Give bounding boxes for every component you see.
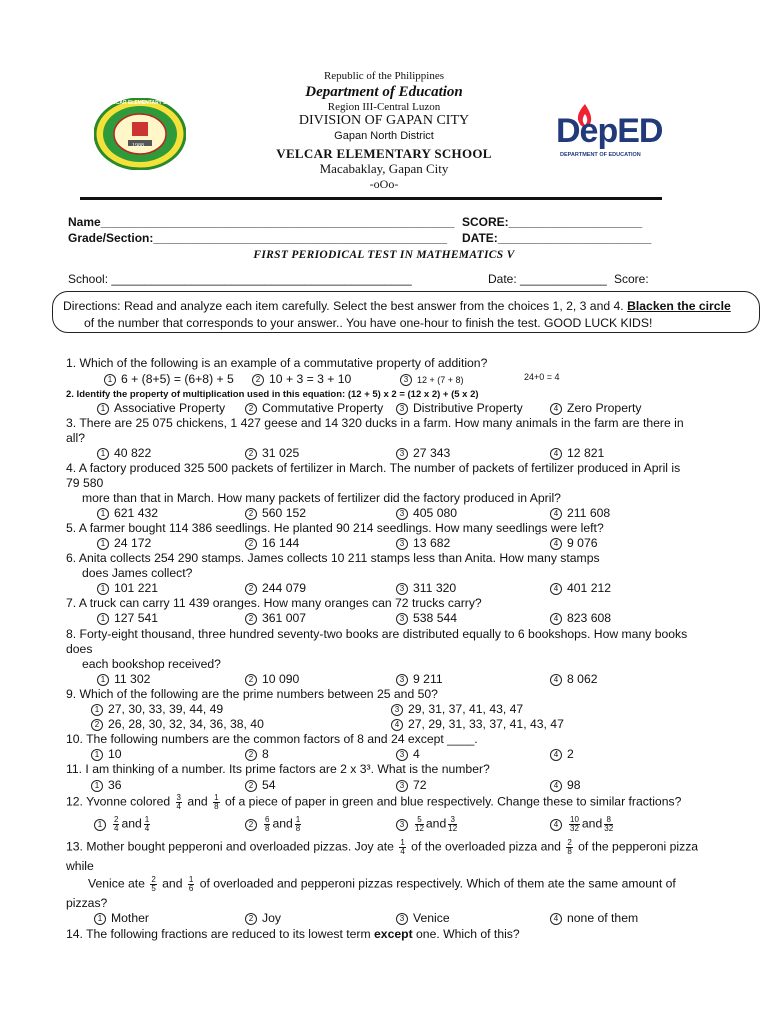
option-text: 26, 28, 30, 32, 34, 36, 38, 40	[108, 717, 264, 731]
circle-icon: 3	[396, 538, 408, 550]
grade-section-field[interactable]: Grade/Section:____________________________________________	[68, 231, 448, 245]
circle-icon: 3	[391, 704, 403, 716]
option-text: 10 090	[262, 672, 300, 686]
q9-option-2[interactable]	[91, 717, 264, 731]
option-text: 12 + (7 + 8)	[417, 375, 464, 385]
q2-option-1[interactable]	[97, 401, 225, 415]
q13-l3pre: Venice ate	[88, 876, 145, 891]
directions-line1	[63, 299, 731, 313]
question-7: 7. A truck can carry 11 439 oranges. How many oranges can 72 trucks carry?	[66, 596, 482, 610]
q9-option-1[interactable]	[91, 702, 223, 716]
q12-option-4[interactable]: 4 $\frac{10}{32}$ and $\frac{8}{32}$	[550, 816, 615, 833]
question-14	[66, 927, 520, 941]
circle-icon: 4	[550, 749, 562, 761]
question-6-cont: does James collect?	[82, 566, 193, 580]
q1-option-3[interactable]	[400, 372, 464, 386]
option-text: 9 211	[413, 672, 443, 686]
region-line: Region III-Central Luzon	[327, 101, 441, 113]
question-5: 5. A farmer bought 114 386 seedlings. He planted 90 214 seedlings. How many seedlings were left?	[66, 521, 604, 535]
q3-option-4[interactable]	[550, 446, 604, 460]
q4-option-1[interactable]	[97, 506, 158, 520]
division-line: DIVISION OF GAPAN CITY	[298, 113, 470, 128]
circle-icon: 2	[245, 819, 257, 831]
option-text: 27 343	[413, 446, 451, 460]
option-text: 16 144	[262, 536, 300, 550]
circle-icon: 1	[91, 704, 103, 716]
q7-option-1[interactable]	[97, 611, 158, 625]
q1-option-1[interactable]	[104, 372, 234, 386]
question-4-cont2: more than that in March. How many packets of fertilizer did the factory produced in April?	[82, 491, 561, 505]
circle-icon: 4	[550, 508, 562, 520]
question-8: 8. Forty-eight thousand, three hundred seventy-two books are distributed equally to 6 bookshops. How many books	[66, 627, 688, 641]
fraction: $\frac{1}{4}$	[400, 838, 405, 856]
circle-icon: 3	[396, 508, 408, 520]
circle-icon: 1	[97, 448, 109, 460]
circle-icon: 4	[550, 613, 562, 625]
fraction: $\frac{2}{8}$	[567, 838, 572, 856]
circle-icon: 3	[396, 613, 408, 625]
circle-icon: 1	[91, 749, 103, 761]
q7-option-4[interactable]	[550, 611, 611, 625]
q4-option-2[interactable]	[245, 506, 306, 520]
option-text: 244 079	[262, 581, 307, 595]
deped-subtitle: DEPARTMENT OF EDUCATION	[560, 152, 641, 158]
q14-post: one. Which of this?	[416, 927, 520, 941]
fraction: $\frac{3}{4}$	[176, 793, 181, 811]
option-text: 211 608	[567, 506, 611, 520]
option-text: Venice	[413, 911, 450, 925]
q9-option-3[interactable]	[391, 702, 523, 716]
circle-icon: 4	[550, 819, 562, 831]
circle-icon: 1	[97, 508, 109, 520]
question-13-cont: while	[66, 859, 94, 873]
question-6: 6. Anita collects 254 290 stamps. James collects 10 211 stamps less than Anita. How many stamps	[66, 551, 600, 565]
question-13-line3	[88, 876, 676, 893]
option-text: 538 544	[413, 611, 458, 625]
test-title: FIRST PERIODICAL TEST IN MATHEMATICS V	[253, 249, 515, 261]
fraction: $\frac{2}{5}$	[151, 875, 156, 893]
circle-icon: 1	[97, 613, 109, 625]
header-divider	[80, 197, 662, 200]
q8-option-2[interactable]	[245, 672, 299, 686]
circle-icon: 3	[396, 583, 408, 595]
q4-option-3[interactable]	[396, 506, 457, 520]
circle-icon: 2	[245, 508, 257, 520]
option-text: 560 152	[262, 506, 307, 520]
q2-option-2[interactable]	[245, 401, 383, 415]
circle-icon: 4	[550, 403, 562, 415]
directions-emphasis: Blacken the circle	[627, 299, 731, 313]
circle-icon: 2	[245, 403, 257, 415]
q12-option-3[interactable]: 3 $\frac{5}{12}$ and $\frac{3}{12}$	[396, 816, 459, 833]
republic-line: Republic of the Philippines	[323, 70, 445, 82]
q13-mid: of the overloaded pizza and	[411, 839, 561, 854]
circle-icon: 3	[400, 374, 412, 386]
q11-option-4[interactable]	[550, 778, 581, 792]
q12-option-2[interactable]: 2 $\frac{6}{8}$ and $\frac{1}{8}$	[245, 816, 303, 833]
option-text: 10 + 3 = 3 + 10	[269, 372, 352, 386]
option-text: 36	[108, 778, 122, 792]
q11-option-1[interactable]	[91, 778, 122, 792]
circle-icon: 3	[396, 749, 408, 761]
department-line: Department of Education	[305, 84, 463, 100]
q12-post: of a piece of paper in green and blue respectively. Change these to similar fractions?	[224, 794, 682, 809]
address-line: Macabaklay, Gapan City	[319, 161, 449, 176]
circle-icon: 4	[391, 719, 403, 731]
circle-icon: 2	[91, 719, 103, 731]
circle-icon: 2	[245, 613, 257, 625]
option-text: 24+0 = 4	[524, 372, 560, 382]
option-text: 27, 30, 33, 39, 44, 49	[108, 702, 224, 716]
question-8-cont: does	[66, 642, 93, 656]
date-field-2[interactable]: Date: _____________	[488, 272, 607, 286]
circle-icon: 1	[97, 403, 109, 415]
q3-option-3[interactable]	[396, 446, 450, 460]
question-12	[66, 794, 681, 811]
q12-and: and	[187, 794, 208, 809]
circle-icon: 3	[396, 674, 408, 686]
q13-option-4[interactable]	[550, 911, 638, 925]
fraction: $\frac{1}{8}$	[214, 793, 219, 811]
option-text: 29, 31, 37, 41, 43, 47	[408, 702, 524, 716]
q10-option-4[interactable]	[550, 747, 574, 761]
option-text: 54	[262, 778, 276, 792]
score-label-2: Score:	[614, 272, 649, 286]
name-field[interactable]: Name_____________________________________________________	[68, 215, 455, 229]
q13-l3and: and	[162, 876, 183, 891]
q1-option-2[interactable]	[252, 372, 351, 386]
q11-option-2[interactable]	[245, 778, 276, 792]
option-text: 8 062	[567, 672, 598, 686]
option-text: 72	[413, 778, 427, 792]
option-text: 13 682	[413, 536, 451, 550]
circle-icon: 1	[94, 819, 106, 831]
q13-option-1[interactable]	[94, 911, 149, 925]
question-11: 11. I am thinking of a number. Its prime factors are 2 x 3³. What is the number?	[66, 762, 490, 776]
deped-wordmark: DepED	[556, 112, 663, 150]
q12-pre: 12. Yvonne colored	[66, 794, 171, 809]
circle-icon: 4	[550, 583, 562, 595]
option-text: 9 076	[567, 536, 598, 550]
q9-option-4[interactable]	[391, 717, 564, 731]
circle-icon: 2	[245, 448, 257, 460]
option-text: none of them	[567, 911, 639, 925]
option-text: 10	[108, 747, 122, 761]
option-text: Commutative Property	[262, 401, 384, 415]
q13-pre: 13. Mother bought pepperoni and overloaded pizzas. Joy ate	[66, 839, 394, 854]
q10-option-2[interactable]	[245, 747, 269, 761]
q5-option-3[interactable]	[396, 536, 450, 550]
option-text: 98	[567, 778, 581, 792]
circle-icon: 4	[550, 448, 562, 460]
circle-icon: 4	[550, 913, 562, 925]
q6-option-3[interactable]	[396, 581, 456, 595]
q12-option-1[interactable]: 1 $\frac{2}{4}$ and $\frac{1}{4}$	[94, 816, 152, 833]
q2-option-4[interactable]	[550, 401, 642, 415]
q7-option-2[interactable]	[245, 611, 306, 625]
q8-option-3[interactable]	[396, 672, 443, 686]
circle-icon: 2	[245, 913, 257, 925]
question-9: 9. Which of the following are the prime numbers between 25 and 50?	[66, 687, 438, 701]
circle-icon: 3	[396, 819, 408, 831]
option-text: Joy	[262, 911, 281, 925]
q13-option-3[interactable]	[396, 911, 450, 925]
option-text: 8	[262, 747, 269, 761]
q7-option-3[interactable]	[396, 611, 457, 625]
q8-option-4[interactable]	[550, 672, 598, 686]
circle-icon: 1	[97, 583, 109, 595]
q11-option-3[interactable]	[396, 778, 427, 792]
option-text: 27, 29, 31, 33, 37, 41, 43, 47	[408, 717, 564, 731]
question-3-cont: all?	[66, 431, 85, 445]
option-text: 311 320	[413, 581, 457, 595]
district-line: Gapan North District	[334, 130, 434, 142]
q3-option-2[interactable]	[245, 446, 299, 460]
question-13-cont2: pizzas?	[66, 896, 108, 910]
q5-option-2[interactable]	[245, 536, 299, 550]
option-text: 31 025	[262, 446, 300, 460]
question-10: 10. The following numbers are the common factors of 8 and 24 except ____.	[66, 732, 478, 746]
q13-l3post: of overloaded and pepperoni pizzas respectively. Which of them ate the same amount of	[199, 876, 676, 891]
school-name: VELCAR ELEMENTARY SCHOOL	[276, 146, 492, 161]
fraction: $\frac{1}{6}$	[188, 875, 194, 893]
q6-option-1[interactable]	[97, 581, 158, 595]
option-text: 4	[413, 747, 420, 761]
option-text: 127 541	[114, 611, 159, 625]
question-1: 1. Which of the following is an example of a commutative property of addition?	[66, 356, 488, 370]
option-text: 361 007	[262, 611, 307, 625]
circle-icon: 1	[91, 780, 103, 792]
circle-icon: 2	[245, 583, 257, 595]
directions-line2: of the number that corresponds to your answer.. You have one-hour to finish the test. GOOD LUCK KIDS!	[84, 316, 653, 330]
q3-option-1[interactable]	[97, 446, 151, 460]
directions-text1: Directions: Read and analyze each item carefully. Select the best answer from the choices 1, 2, 3 and 4.	[63, 299, 624, 313]
q4-option-4[interactable]	[550, 506, 610, 520]
q6-option-4[interactable]	[550, 581, 611, 595]
q14-emphasis: except	[374, 927, 413, 941]
option-text: Distributive Property	[413, 401, 523, 415]
q2-option-3[interactable]	[396, 401, 523, 415]
option-text: 11 302	[114, 672, 151, 686]
option-text: 24 172	[114, 536, 152, 550]
option-text: 823 608	[567, 611, 612, 625]
circle-icon: 3	[396, 780, 408, 792]
option-text: 2	[567, 747, 574, 761]
option-text: 405 080	[413, 506, 458, 520]
question-3: 3. There are 25 075 chickens, 1 427 geese and 14 320 ducks in a farm. How many animals in the farm are there in	[66, 416, 684, 430]
q6-option-2[interactable]	[245, 581, 306, 595]
q10-option-3[interactable]	[396, 747, 420, 761]
q13-option-2[interactable]	[245, 911, 281, 925]
q10-option-1[interactable]	[91, 747, 122, 761]
option-text: Zero Property	[567, 401, 642, 415]
circle-icon: 1	[94, 913, 106, 925]
circle-icon: 2	[245, 749, 257, 761]
q8-option-1[interactable]	[97, 672, 150, 686]
option-text: 40 822	[114, 446, 152, 460]
q13-post: of the pepperoni pizza	[578, 839, 699, 854]
circle-icon: 4	[550, 780, 562, 792]
option-text: 6 + (8+5) = (6+8) + 5	[121, 372, 234, 386]
score-field[interactable]: SCORE:____________________	[462, 215, 643, 229]
question-2: 2. Identify the property of multiplication used in this equation: (12 + 5) x 2 = (12 x 2) + (5 x 2)	[66, 389, 479, 400]
circle-icon: 3	[396, 448, 408, 460]
option-text: 101 221	[114, 581, 159, 595]
q1-option-4[interactable]	[524, 372, 560, 382]
circle-icon: 1	[97, 674, 109, 686]
option-text: Associative Property	[114, 401, 226, 415]
seal-text: VELCAR ELEMENTARY SCHOOL	[106, 100, 185, 106]
seal-year: 1988	[132, 143, 144, 149]
circle-icon: 4	[550, 674, 562, 686]
circle-icon: 2	[245, 674, 257, 686]
question-13	[66, 839, 698, 856]
option-text: 621 432	[114, 506, 159, 520]
school-field[interactable]: School: _____________________________________________	[68, 272, 412, 286]
circle-icon: 1	[97, 538, 109, 550]
question-4-cont: 79 580	[66, 476, 104, 490]
date-field[interactable]: DATE:_______________________	[462, 231, 652, 245]
circle-icon: 4	[550, 538, 562, 550]
ornament: -oOo-	[369, 177, 399, 191]
circle-icon: 1	[104, 374, 116, 386]
circle-icon: 2	[245, 780, 257, 792]
question-8-cont2: each bookshop received?	[82, 657, 221, 671]
q5-option-1[interactable]	[97, 536, 151, 550]
circle-icon: 2	[252, 374, 264, 386]
q5-option-4[interactable]	[550, 536, 598, 550]
option-text: 401 212	[567, 581, 612, 595]
option-text: Mother	[111, 911, 149, 925]
option-text: 12 821	[567, 446, 605, 460]
circle-icon: 3	[396, 913, 408, 925]
circle-icon: 3	[396, 403, 408, 415]
question-4: 4. A factory produced 325 500 packets of fertilizer in March. The number of packets of fertilizer produced in April is	[66, 461, 681, 475]
q14-pre: 14. The following fractions are reduced to its lowest term	[66, 927, 371, 941]
circle-icon: 2	[245, 538, 257, 550]
